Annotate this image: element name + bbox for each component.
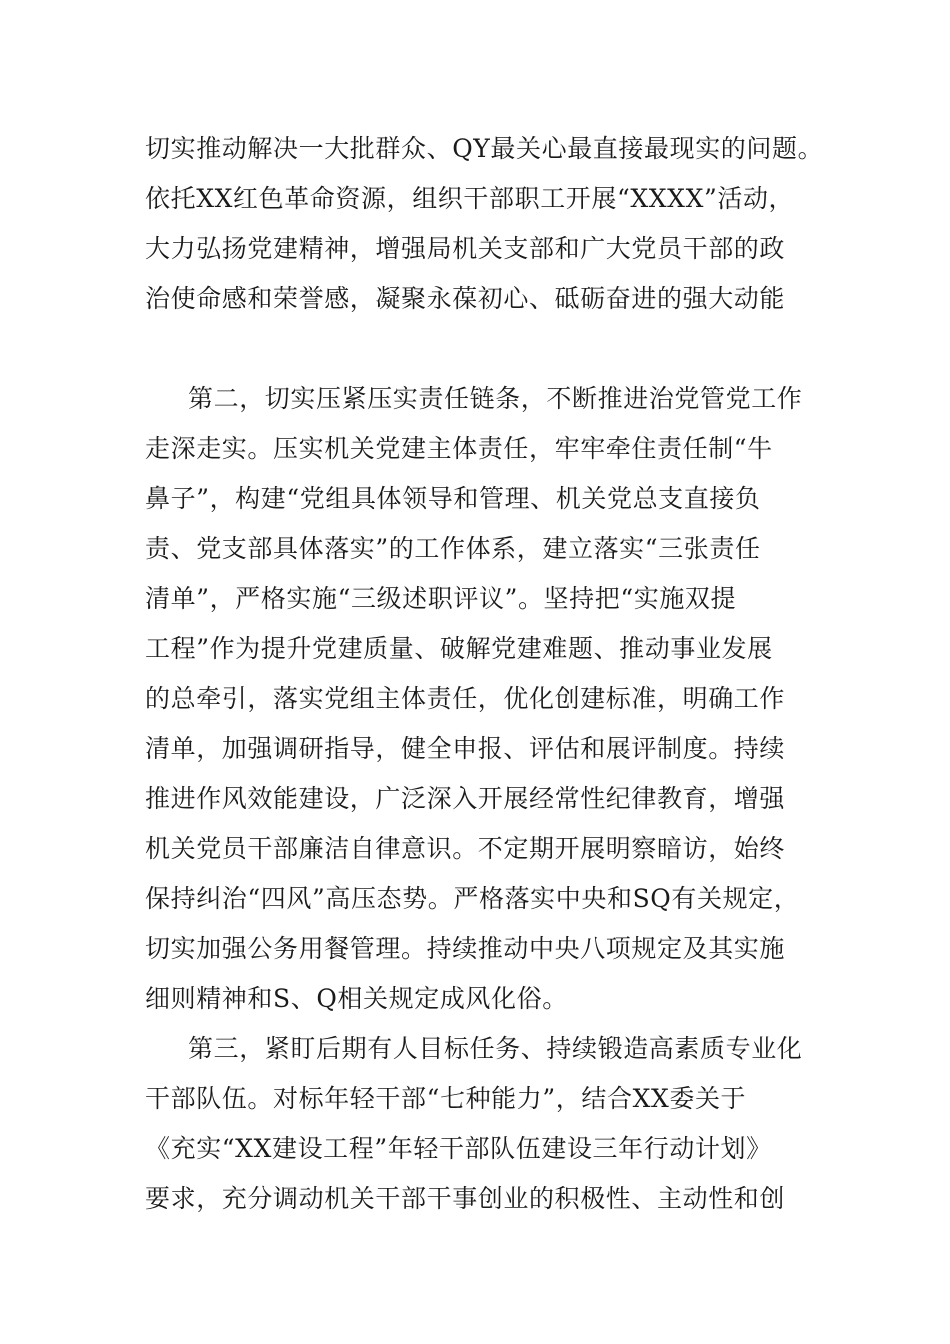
paragraph-1-line-2: 依托XX红色革命资源，组织干部职工开展“XXXX”活动， [145,184,795,213]
paragraph-2-line-5: 清单”，严格实施“三级述职评议”。坚持把“实施双提 [145,584,737,613]
paragraph-2-line-3: 鼻子”，构建“党组具体领导和管理、机关党总支直接负 [145,484,761,513]
paragraph-1-line-3: 大力弘扬党建精神，增强局机关支部和广大党员干部的政 [145,234,786,263]
paragraph-2-line-10: 机关党员干部廉洁自律意识。不定期开展明察暗访，始终 [145,834,786,863]
paragraph-3-line-3: 《充实“XX建设工程”年轻干部队伍建设三年行动计划》 [145,1134,772,1163]
paragraph-2-line-7: 的总牵引，落实党组主体责任，优化创建标准，明确工作 [145,684,786,713]
paragraph-3-line-1: 第三，紧盯后期有人目标任务、持续锻造高素质专业化 [188,1034,803,1063]
paragraph-2-line-9: 推进作风效能建设，广泛深入开展经常性纪律教育，增强 [145,784,786,813]
paragraph-3-line-2: 干部队伍。对标年轻干部“七种能力”，结合XX委关于 [145,1084,747,1113]
paragraph-2-line-13: 细则精神和S、Q相关规定成风化俗。 [145,984,568,1013]
paragraph-3-line-4: 要求，充分调动机关干部干事创业的积极性、主动性和创 [145,1184,786,1213]
paragraph-1-line-1: 切实推动解决一大批群众、QY最关心最直接最现实的问题。 [145,134,824,163]
paragraph-2-line-8: 清单，加强调研指导，健全申报、评估和展评制度。持续 [145,734,786,763]
paragraph-2-line-1: 第二，切实压紧压实责任链条，不断推进治党管党工作 [188,384,803,413]
paragraph-2-line-12: 切实加强公务用餐管理。持续推动中央八项规定及其实施 [145,934,786,963]
paragraph-1-line-4: 治使命感和荣誉感，凝聚永葆初心、砥砺奋进的强大动能 [145,284,786,313]
paragraph-2-line-6: 工程”作为提升党建质量、破解党建难题、推动事业发展 [145,634,773,663]
paragraph-2-line-2: 走深走实。压实机关党建主体责任，牢牢牵住责任制“牛 [145,434,773,463]
paragraph-2-line-11: 保持纠治“四风”高压态势。严格落实中央和SQ有关规定， [145,884,800,913]
paragraph-2-line-4: 责、党支部具体落实”的工作体系，建立落实“三张责任 [145,534,761,563]
